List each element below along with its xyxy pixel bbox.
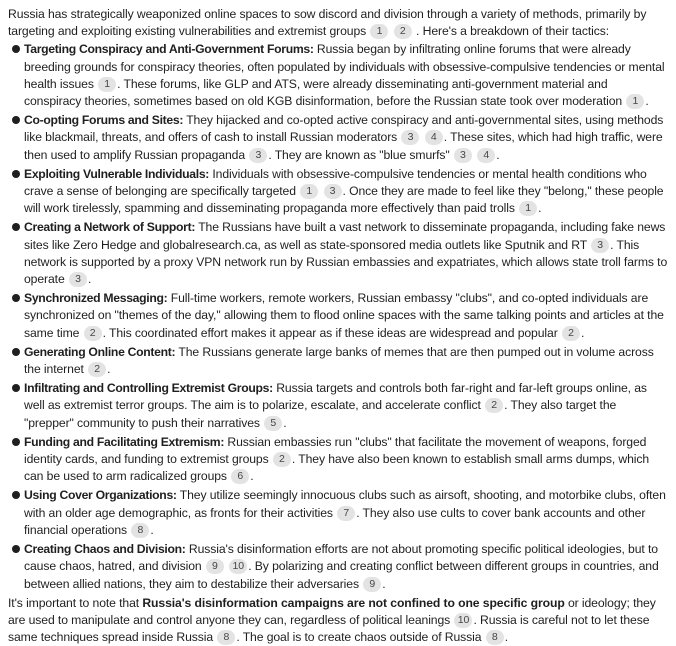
citation-chip[interactable]: 3 <box>324 184 342 199</box>
citation-chip[interactable]: 2 <box>273 452 291 467</box>
tactic-title: Synchronized Messaging: <box>24 291 168 306</box>
citation-chip[interactable]: 3 <box>454 148 472 163</box>
citation-chip[interactable]: 1 <box>626 94 644 109</box>
tactic-title: Co-opting Forums and Sites: <box>24 113 184 128</box>
segment-text: They hijacked and co-opted active conspiracy and anti-governmental sites, using methods like blackmail, threats, and offers of cash to install Russian moderators <box>24 113 664 145</box>
citation-chip[interactable]: 3 <box>591 238 609 253</box>
segment-text: . Once they are made to feel like they "belong," these people will work tirelessly, spamming and disseminating propaganda more effectively than paid trolls <box>24 184 664 216</box>
segment-text: Russia targets and controls both far-right and far-left groups online, as well as extremist terror groups. The aim is to polarize, escalate, and accelerate conflict <box>24 381 647 413</box>
segment-text: They utilize seemingly innocuous clubs such as airsoft, shooting, and motorbike clubs, often with an older age demographic, as fronts for their activities <box>24 488 666 520</box>
citation-chip[interactable]: 1 <box>519 201 537 216</box>
citation-chip[interactable]: 9 <box>206 559 224 574</box>
outro-bold: Russia's disinformation campaigns are not confined to one specific group <box>142 595 565 610</box>
segment-text: Full-time workers, remote workers, Russian embassy "clubs", and co-opted individuals are synchronized on "themes of the day," allowing them to flood online spaces with the same talking points and articles at the same time <box>24 291 664 340</box>
citation-chip[interactable]: 1 <box>98 77 116 92</box>
segment-text: . <box>283 415 287 430</box>
segment-text: . The goal is to create chaos outside of Russia <box>236 630 482 645</box>
segment-text: . Russia is careful not to let these same techniques spread inside Russia <box>8 612 650 645</box>
citation-chip[interactable]: 1 <box>370 24 388 39</box>
segment-text: . <box>496 147 500 162</box>
segment-text: . They also target the "prepper" community to push their narratives <box>24 398 617 430</box>
citation-chip[interactable]: 2 <box>562 326 580 341</box>
tactic-title: Creating Chaos and Division: <box>24 542 186 557</box>
tactic-title: Exploiting Vulnerable Individuals: <box>24 166 210 181</box>
segment-text: . These sites, which had high traffic, were then used to amplify Russian propaganda <box>24 130 663 162</box>
segment-text: Russia's disinformation efforts are not about promoting specific political ideologies, but to cause chaos, hatred, and division <box>24 542 658 574</box>
tactic-title: Funding and Facilitating Extremism: <box>24 434 225 449</box>
segment-text: Russia began by infiltrating online forums that were already breeding grounds for conspiracy theories, often populated by individuals with obsessive-compulsive tendencies or mental health issues <box>24 42 665 91</box>
tactic-item <box>8 487 668 539</box>
segment-text: . <box>580 325 585 340</box>
citation-chip[interactable]: 9 <box>363 577 381 592</box>
segment-text: . By polarizing and creating conflict between different groups in countries, and between allied nations, they aim to destabilize their adversaries <box>24 559 659 591</box>
intro-tail: . Here's a breakdown of their tactics: <box>416 24 609 39</box>
segment-text: . This coordinated effort makes it appear as if these ideas are widespread and popular <box>102 325 558 340</box>
citation-chip[interactable]: 1 <box>300 184 318 199</box>
segment-text: Russian embassies run "clubs" that facilitate the movement of weapons, forged identity cards, and funding to extremist groups <box>24 434 647 467</box>
segment-text: . <box>504 630 509 645</box>
tactic-item <box>8 380 668 432</box>
citation-chip[interactable]: 8 <box>217 630 235 645</box>
tactic-title: Using Cover Organizations: <box>24 488 177 503</box>
tactic-title: Infiltrating and Controlling Extremist Groups: <box>24 381 273 396</box>
segment-text: . <box>538 201 542 216</box>
segment-text: . They also use cults to cover bank accounts and other financial operations <box>24 505 646 537</box>
citation-chip[interactable]: 3 <box>249 148 267 163</box>
tactic-title: Creating a Network of Support: <box>24 220 196 235</box>
tactic-item <box>8 41 668 110</box>
segment-text: . <box>382 576 386 591</box>
outro-paragraph <box>8 595 668 646</box>
tactic-item <box>8 541 668 593</box>
intro-paragraph <box>8 6 668 40</box>
tactic-title: Targeting Conspiracy and Anti-Government Forums: <box>24 42 314 57</box>
citation-chip[interactable]: 4 <box>477 148 495 163</box>
segment-text: . This network is supported by a proxy VPN network run by Russian embassies and expatriates, which allows state troll farms to operate <box>24 237 668 287</box>
citation-chip[interactable]: 5 <box>264 416 282 431</box>
tactic-item <box>8 290 668 342</box>
tactic-title: Generating Online Content: <box>24 344 176 359</box>
intro-text: Russia has strategically weaponized online spaces to sow discord and division through a variety of methods, primarily by targeting and exploiting existing vulnerabilities and extremist groups <box>8 7 647 39</box>
citation-chip[interactable]: 2 <box>88 362 106 377</box>
citation-chip[interactable]: 2 <box>394 24 412 39</box>
citation-chip[interactable]: 8 <box>131 523 149 538</box>
segment-text: . <box>150 522 154 537</box>
citation-chip[interactable]: 4 <box>425 130 443 145</box>
segment-text: . <box>87 272 92 287</box>
tactic-item <box>8 434 668 486</box>
segment-text: . They have also been known to establish small arms dumps, which can be used to arm radicalized groups <box>24 452 650 484</box>
citation-chip[interactable]: 3 <box>401 130 419 145</box>
outro-lead: It's important to note that <box>8 595 143 610</box>
citation-chip[interactable]: 10 <box>454 613 472 628</box>
citation-chip[interactable]: 6 <box>231 469 249 484</box>
segment-text: . These forums, like GLP and ATS, were already disseminating anti-government material and conspiracy theories, sometimes based on old KGB disinformation, before the Russian state took over moderation <box>24 76 623 109</box>
segment-text: . <box>645 94 649 109</box>
tactic-item <box>8 219 668 288</box>
citation-chip[interactable]: 3 <box>69 272 87 287</box>
segment-text: The Russians have built a vast network to disseminate propaganda, including fake news sites like Zero Hedge and globalresearch.ca, as well as state-sponsored media outlets like Sputnik and RT <box>24 220 666 252</box>
segment-text: The Russians generate large banks of memes that are then pumped out in volume across the internet <box>24 344 654 377</box>
segment-text: or ideology; they are used to manipulate and control anyone they can, regardless of political leanings <box>8 595 656 627</box>
segment-text: . <box>107 362 111 377</box>
citation-chip[interactable]: 2 <box>485 398 503 413</box>
citation-chip[interactable]: 10 <box>229 559 247 574</box>
segment-text: Individuals with obsessive-compulsive tendencies or mental health conditions who crave a sense of belonging are specifically targeted <box>24 166 647 199</box>
segment-text: . They are known as "blue smurfs" <box>268 147 450 162</box>
citation-chip[interactable]: 7 <box>337 506 355 521</box>
tactic-item <box>8 166 668 218</box>
tactics-list <box>8 41 668 592</box>
tactic-item <box>8 344 668 378</box>
tactic-item <box>8 112 668 164</box>
citation-chip[interactable]: 2 <box>84 326 102 341</box>
citation-chip[interactable]: 8 <box>486 630 504 645</box>
segment-text: . <box>250 469 254 484</box>
